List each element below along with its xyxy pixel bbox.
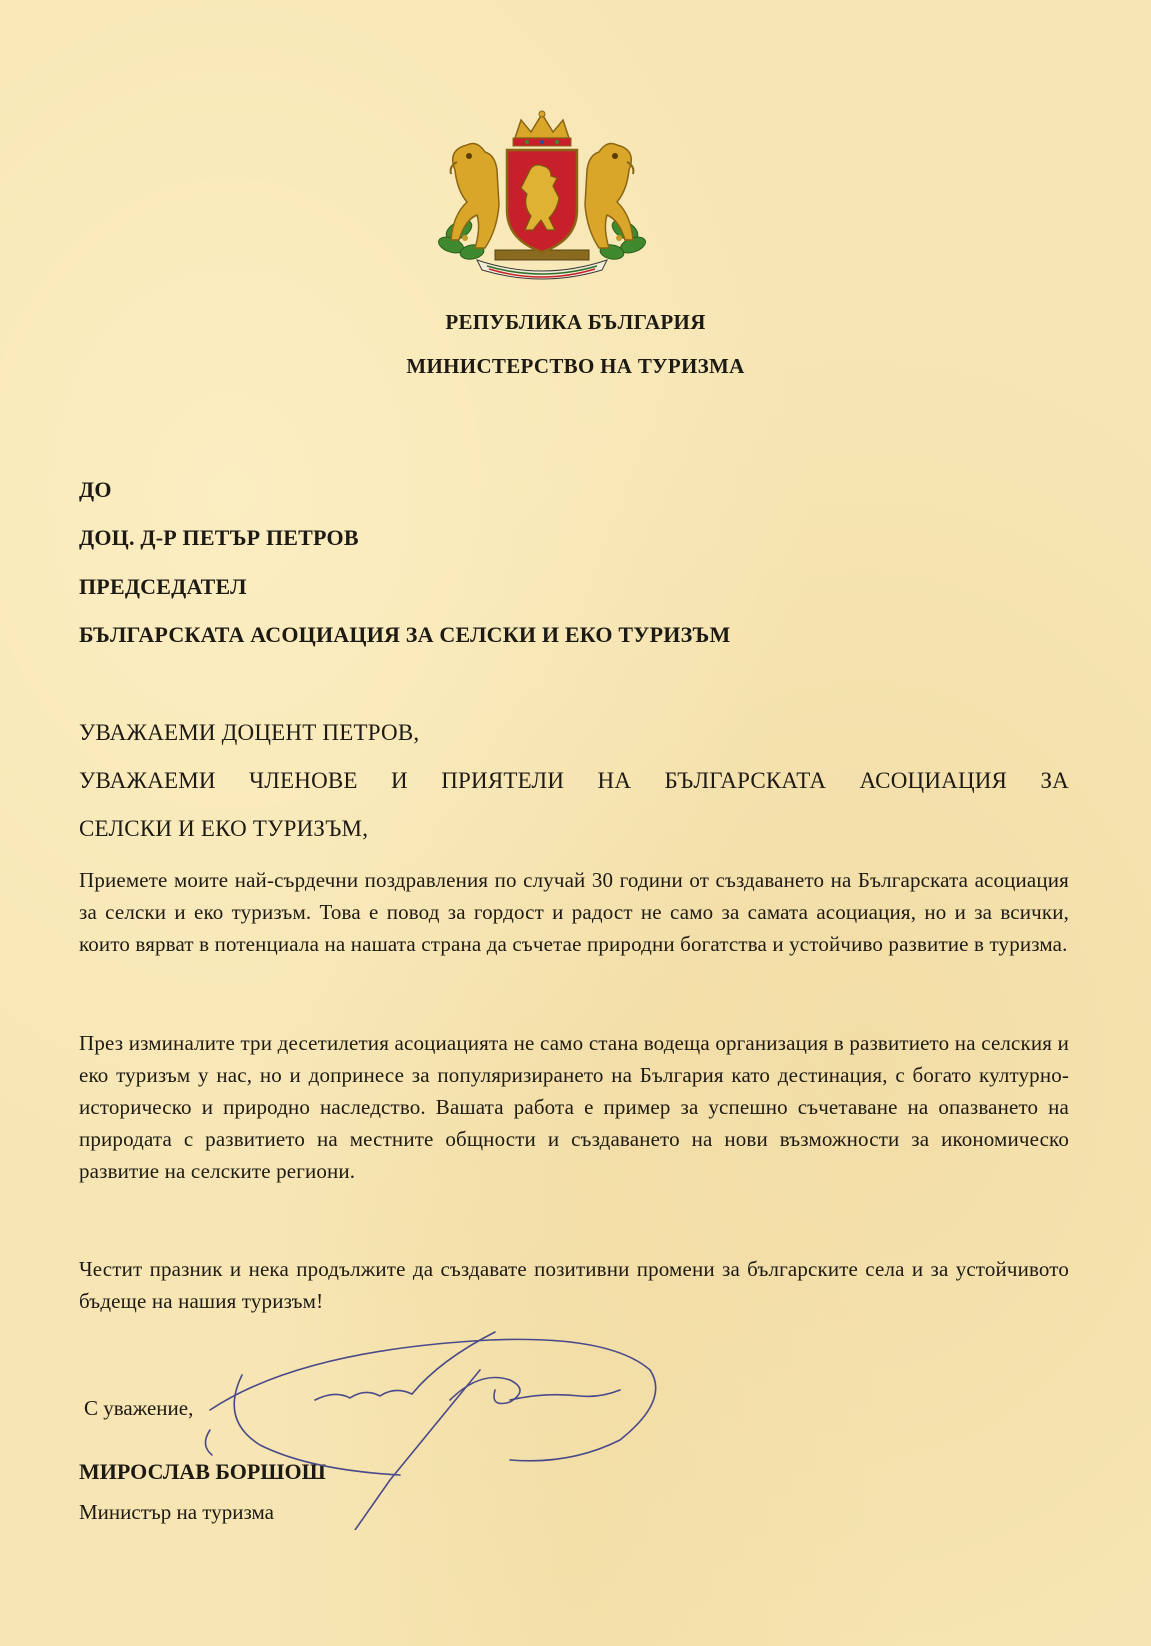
recipient-name: ДОЦ. Д-Р ПЕТЪР ПЕТРОВ: [79, 525, 359, 550]
salutation-line-1: УВАЖАЕМИ ДОЦЕНТ ПЕТРОВ,: [79, 720, 420, 745]
recipient-organization: БЪЛГАРСКАТА АСОЦИАЦИЯ ЗА СЕЛСКИ И ЕКО ТУРИЗЪМ: [79, 622, 731, 647]
recipient-to: ДО: [79, 477, 112, 502]
signer-position: Министър на туризма: [79, 1500, 274, 1524]
ministry-heading: МИНИСТЕРСТВО НА ТУРИЗМА: [406, 354, 745, 378]
recipient-title: ПРЕДСЕДАТЕЛ: [79, 574, 247, 599]
salutation-line-2: УВАЖАЕМИ ЧЛЕНОВЕ И ПРИЯТЕЛИ НА БЪЛГАРСКАТА АСОЦИАЦИЯ ЗА: [79, 768, 1069, 793]
country-heading: РЕПУБЛИКА БЪЛГАРИЯ: [445, 310, 706, 334]
bulgarian-coat-of-arms-icon: [437, 110, 647, 282]
signer-name: МИРОСЛАВ БОРШОШ: [79, 1459, 326, 1484]
salutation-line-3: СЕЛСКИ И ЕКО ТУРИЗЪМ,: [79, 816, 369, 841]
closing-greeting: С уважение,: [84, 1396, 194, 1420]
body-paragraph-2: През изминалите три десетилетия асоциацията не само стана водеща организация в развитието на селския и еко туризъм у нас, но и допринесе за популяризирането на България като дестинация, с богато културно-историческо и природно наследство. Вашата работа е пример за успешно съчетаване на опазването на природата с развитието на местните общности и създаването на нови възможности за икономическо развитие на селските региони.: [79, 1031, 1069, 1183]
body-paragraph-1: Приемете моите най-сърдечни поздравления по случай 30 години от създаването на Българската асоциация за селски и еко туризъм. Това е повод за гордост и радост не само за самата асоциация, но и за всички, които вярват в потенциала на нашата страна да съчетае природни богатства и устойчиво развитие в туризма.: [79, 868, 1069, 956]
body-paragraph-3: Честит празник и нека продължите да създавате позитивни промени за българските села и за устойчивото бъдеще на нашия туризъм!: [79, 1257, 1069, 1313]
